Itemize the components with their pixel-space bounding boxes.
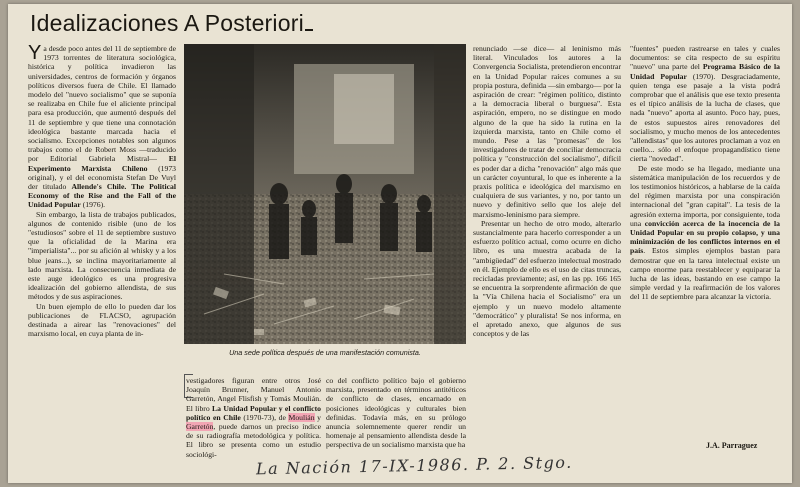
col2-text-c: y [314, 412, 321, 422]
col2-text-a: vestigadores figuran entre otros José Joaquín Brunner, Manuel Antonio Garretón, Angel Flisfish y Tomás Moulián. El libro [186, 376, 321, 413]
headline: Idealizaciones A Posteriori [30, 10, 313, 37]
highlighted-moulian: Moulián [288, 412, 315, 422]
col3-text: co del conflicto político bajo el gobierno marxista, presentado en términos antitéticos de conflicto de clases, encarnado en posiciones ideológicas y culturales bien definidas. Todavía más, en su prólogo anuncia solemnemente querer rendir un homenaje al pensamiento allendista desde la perspectiva de un socialismo marxista que ha [326, 376, 466, 450]
article-column-5 [630, 44, 780, 436]
author-byline: J.A. Parraguez [706, 441, 758, 450]
highlighted-garreton: Garretón [186, 422, 214, 432]
article-column-4 [473, 44, 621, 452]
col1-paragraph-1c: (1976). [80, 200, 106, 210]
col4-paragraph-1: renunciado —se dice— al leninismo más literal. Vinculados los autores a la Convergencia Socialista, pretendieron encontrar en la Unidad Popular raíces comunes a su propia postura, definida —sin embargo— por la aspiración de crear: "régimen político, distinto a la democracia liberal o burguesa". Esta aspiración, empero, no se distingue en modo alguno de la que ha sido la rutina en la izquierda marxista, tanto en Chile como el mundo. Pese a las "promesas" de los investigadores de tratar de conciliar democracia política y "construcción del socialismo", difícil es poder dar a dicha "renovación" algo más que un carácter coyuntural, lo que es inherente a la praxis política e ideológica del marxismo en cualquiera de sus variantes, y no, por tanto un nuevo y definitivo sello que los aleje del marxismo-leninismo para siempre. [473, 44, 621, 219]
book-title-unidad-popular: La Unidad Popular y el conflicto político en Chile [186, 403, 321, 422]
col1-paragraph-1b: (1973 original), y el del economista Stefan De Vuyl der titulado [28, 163, 176, 192]
book-title-moss: El Experimento Marxista Chileno [28, 154, 176, 173]
col5-text-b: (1970). Desgraciadamente, quien tenga ese pasaje a la vista podrá comprobar que el análisis que ese texto presenta es el típico análisis de la lucha de clases, que nada "nuevo" aporta al asunto. Poco hay, pues, de estos supuestos aires renovadores del socialismo, y mucho menos de los antecedentes "allendistas" que los autores proclaman a voz en cuello... sólo el enfoque propagandístico tiene cierta "novedad". [630, 71, 780, 164]
col5-text-d: . Estos simples ejemplos bastan para demostrar que en la tarea intelectual existe un campo enorme para reestablecer y equiparar la lucha de las ideas, bastando en ese campo la simple verdad y la reafirmación de los valores del 11 de septiembre para alcanzar la victoria. [630, 246, 780, 302]
col1-paragraph-2: Sin embargo, la lista de trabajos publicados, algunos de contenido risible (uno de los "estudiosos" sobre el 11 de septiembre sustuvo que la oficialidad de la Marina era "imperialista"... por su afición al whisky y a los blue jeans...), se inclina mayoritariamente al lado marxista. La consecuencia inmediata de este auge ideológico es una progresiva idealización del gobierno allendista, de sus métodos y de sus aspiraciones. [28, 209, 176, 302]
col5-text-a: "fuentes" pueden rastrearse en tales y cuales documentos: se cita respecto de su espíritu "nuevo" una parte del [630, 44, 780, 72]
article-column-1 [28, 44, 176, 466]
col1-paragraph-1: a desde poco antes del 11 de septiembre de 1973 torrentes de literatura sociológica, histórica y política invadieron las universidades, centros de formación y órganos políticos diversos fuera de Chile. El llamado modelo del "nuevo socialismo" que se suponía se realizaba en Chile fue el aliciente principal para esa producción, que aumentó después del 11 de septiembre y que tiene una connotación ideológica bastante marcada hacia el socialismo. Excepciones notables son algunos trabajos como el de Robert Moss —traducido por Editorial Gabriela Mistral— [28, 44, 176, 164]
book-title-de-vuylder: Allende's Chile. The Political Economy of the Rise and the Fall of the Unidad Popular [28, 182, 176, 210]
drop-cap: Y [28, 44, 42, 64]
col2-text-b: (1970-73), de [240, 412, 289, 422]
program-title: Programa Básico de la Unidad Popular [630, 62, 780, 81]
handwritten-source-note: La Nación 17-IX-1986. P. 2. Stgo. [255, 452, 573, 479]
photo-caption: Una sede política después de una manifestación comunista. [229, 348, 421, 357]
col4-paragraph-2: Presentar un hecho de otro modo, alterarlo sustancialmente para hacerlo corresponder a un esfuerzo político actual, como ocurre en dicho libro, es una muestra acabada de la "ambigüedad" del esfuerzo intelectual mostrado en él. Ejemplo de ello es el uso de citas truncas, recicladas previamente; así, en las pp. 166 165 se encuentra la sorprendente afirmación de que la "Vía Chilena hacia el Socialismo" era un ejemplo y un nuevo modelo altamente "democrático" y pluralista! Se nos informa, en el apretado anexo, que algunos de sus conceptos y de las [473, 218, 621, 339]
col5-text-c: De este modo se ha llegado, mediante una sistemática manipulación de los recuerdos y de los testimonios históricos, a hablarse de la caída del régimen marxista por una conspiración internacional del "gran capital". La tesis de la agresión externa importa, por consiguiente, toda una [630, 163, 780, 228]
col5-bold-thesis: convicción acerca de la inocencia de la Unidad Popular en su propio colapso, y una minimización de los conflictos internos en el país [630, 218, 780, 256]
newspaper-clipping [8, 4, 792, 483]
photo-illustration [184, 44, 466, 344]
news-photo [184, 44, 466, 344]
col2-text-d: , puede darnos un preciso índice de su radiografía metodológica y política. El libro se presenta como un estudio sociológi- [186, 422, 321, 459]
col1-paragraph-3: Un buen ejemplo de ello lo pueden dar los publicaciones de FLACSO, agrupación destinada a airear las "renovaciones" del marxismo local, en cuya planta de in- [28, 301, 176, 339]
